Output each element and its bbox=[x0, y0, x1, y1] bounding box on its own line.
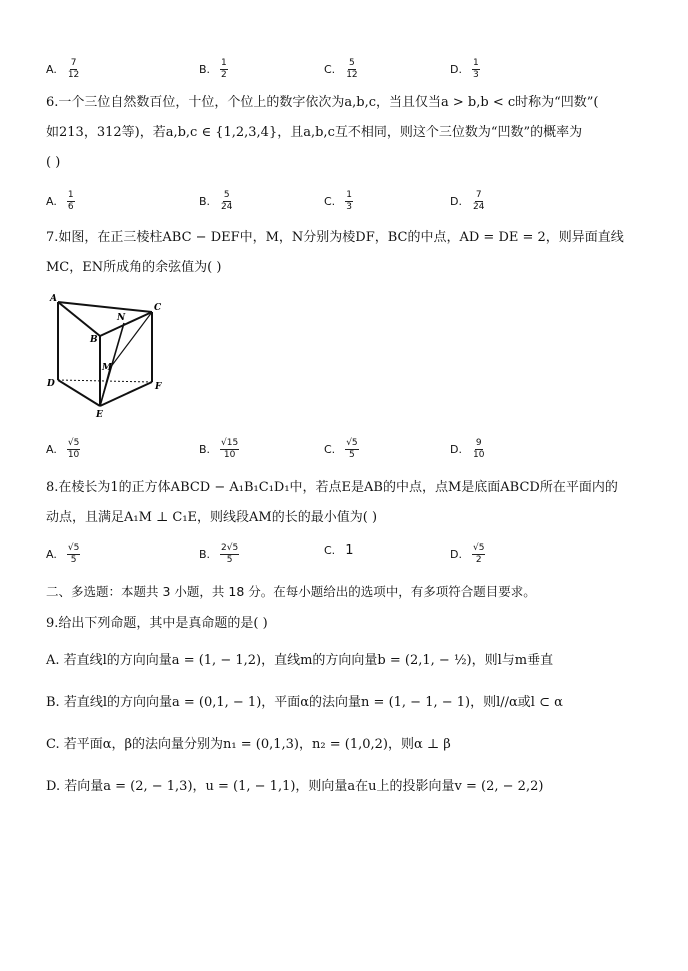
edge-ac bbox=[58, 302, 152, 312]
q8-options bbox=[46, 543, 646, 569]
q7-option-a[interactable] bbox=[46, 438, 80, 461]
fraction: $\frac{1}{3}$ bbox=[346, 190, 352, 212]
option-letter: D. bbox=[450, 63, 462, 76]
fraction: $\frac{√15}{10}$ bbox=[221, 438, 239, 460]
fraction: $\frac{5}{24}$ bbox=[221, 190, 233, 212]
option-letter: B. bbox=[199, 443, 211, 456]
fraction: $\frac{1}{2}$ bbox=[221, 58, 227, 80]
q5-option-c[interactable] bbox=[324, 58, 359, 81]
option-letter: C. bbox=[324, 195, 336, 208]
option-letter: C. bbox=[324, 544, 336, 557]
option-letter: D. bbox=[450, 548, 462, 561]
q9-option-d[interactable]: D. 若向量a = (2, − 1,3)，u = (1, − 1,1)，则向量a在u上的投影向量v = (2, − 2,2) bbox=[46, 779, 544, 794]
fraction: $\frac{2√5}{5}$ bbox=[221, 543, 239, 565]
q6-stem-line1: 6.一个三位自然数百位，十位，个位上的数字依次为a,b,c，当且仅当a > b,b < c时称为“凹数”( bbox=[46, 95, 599, 110]
q8-stem-line1: 8.在棱长为1的正方体ABCD − A₁B₁C₁D₁中，若点E是AB的中点，点M是底面ABCD所在平面内的 bbox=[46, 480, 618, 495]
q6-option-b[interactable] bbox=[199, 190, 234, 213]
q6-answer-blank: ( ) bbox=[46, 155, 61, 170]
fraction: $\frac{7}{24}$ bbox=[472, 190, 485, 212]
q8-option-d[interactable] bbox=[450, 543, 485, 566]
label-n: N bbox=[117, 313, 126, 323]
fraction: $\frac{√5}{5}$ bbox=[346, 438, 358, 460]
option-letter: A. bbox=[46, 63, 57, 76]
segment-me bbox=[100, 368, 110, 406]
fraction: $\frac{√5}{5}$ bbox=[67, 543, 80, 565]
q5-option-d[interactable] bbox=[450, 58, 480, 81]
q6-option-d[interactable] bbox=[450, 190, 485, 213]
q5-option-a[interactable] bbox=[46, 58, 80, 81]
fraction: $\frac{√5}{10}$ bbox=[67, 438, 80, 460]
option-letter: A. bbox=[46, 443, 57, 456]
fraction: $\frac{1}{6}$ bbox=[67, 190, 74, 212]
option-letter: B. bbox=[199, 195, 211, 208]
label-m: M bbox=[102, 363, 112, 373]
label-c: C bbox=[154, 303, 162, 313]
option-letter: C. bbox=[324, 443, 336, 456]
q7-stem-line2: MC，EN所成角的余弦值为( ) bbox=[46, 260, 222, 275]
fraction: $\frac{7}{12}$ bbox=[67, 58, 80, 80]
label-b: B bbox=[90, 335, 98, 345]
option-letter: D. bbox=[450, 195, 462, 208]
q8-option-a[interactable] bbox=[46, 543, 80, 566]
edge-df-hidden bbox=[58, 380, 152, 382]
q6-option-c[interactable] bbox=[324, 190, 353, 213]
option-letter: D. bbox=[450, 443, 462, 456]
q9-option-c[interactable]: C. 若平面α，β的法向量分别为n₁ = (0,1,3)，n₂ = (1,0,2)，则α ⊥ β bbox=[46, 737, 451, 752]
fraction: $\frac{9}{10}$ bbox=[472, 438, 485, 460]
q8-stem-line2: 动点，且满足A₁M ⊥ C₁E，则线段AM的长的最小值为( ) bbox=[46, 510, 378, 525]
q7-option-b[interactable] bbox=[199, 438, 239, 461]
label-f: F bbox=[155, 382, 162, 392]
option-letter: A. bbox=[46, 548, 57, 561]
q9-option-b[interactable]: B. 若直线l的方向向量a = (0,1, − 1)，平面α的法向量n = (1, − 1, − 1)，则l//α或l ⊂ α bbox=[46, 695, 563, 710]
option-letter: C. bbox=[324, 63, 336, 76]
q5-options bbox=[46, 58, 646, 84]
fraction: $\frac{1}{3}$ bbox=[472, 58, 479, 80]
q6-options bbox=[46, 190, 646, 216]
q9-option-a[interactable]: A. 若直线l的方向向量a = (1, − 1,2)，直线m的方向向量b = (2,1, − ½)，则l与m垂直 bbox=[46, 653, 554, 668]
q7-option-d[interactable] bbox=[450, 438, 485, 461]
section-heading-multi-choice: 二、多选题：本题共 3 小题，共 18 分。在每小题给出的选项中，有多项符合题目要求。 bbox=[46, 584, 536, 599]
label-a: A bbox=[50, 294, 57, 304]
q7-options bbox=[46, 438, 646, 464]
q5-option-b[interactable] bbox=[199, 58, 228, 81]
q8-option-b[interactable] bbox=[199, 543, 239, 566]
edge-ab bbox=[58, 302, 100, 336]
option-letter: B. bbox=[199, 548, 211, 561]
label-d: D bbox=[47, 379, 55, 389]
q6-stem-line2: 如213，312等)，若a,b,c ∈ {1,2,3,4}，且a,b,c互不相同，则这个三位数为“凹数”的概率为 bbox=[46, 125, 583, 140]
edge-ef bbox=[100, 382, 152, 406]
option-letter: B. bbox=[199, 63, 211, 76]
label-e: E bbox=[96, 410, 103, 420]
option-letter: A. bbox=[46, 195, 57, 208]
q7-option-c[interactable] bbox=[324, 438, 359, 461]
q7-stem-line1: 7.如图，在正三棱柱ABC − DEF中，M，N分别为棱DF，BC的中点，AD = DE = 2，则异面直线 bbox=[46, 230, 624, 245]
edge-de bbox=[58, 380, 100, 406]
q8-option-c[interactable] bbox=[324, 543, 353, 558]
fraction: $\frac{5}{12}$ bbox=[346, 58, 358, 80]
prism-figure bbox=[44, 290, 168, 420]
q9-stem: 9.给出下列命题，其中是真命题的是( ) bbox=[46, 616, 268, 631]
option-value: 1 bbox=[345, 543, 354, 558]
edge-bc bbox=[100, 312, 152, 336]
fraction: $\frac{√5}{2}$ bbox=[472, 543, 485, 565]
q6-option-a[interactable] bbox=[46, 190, 75, 213]
